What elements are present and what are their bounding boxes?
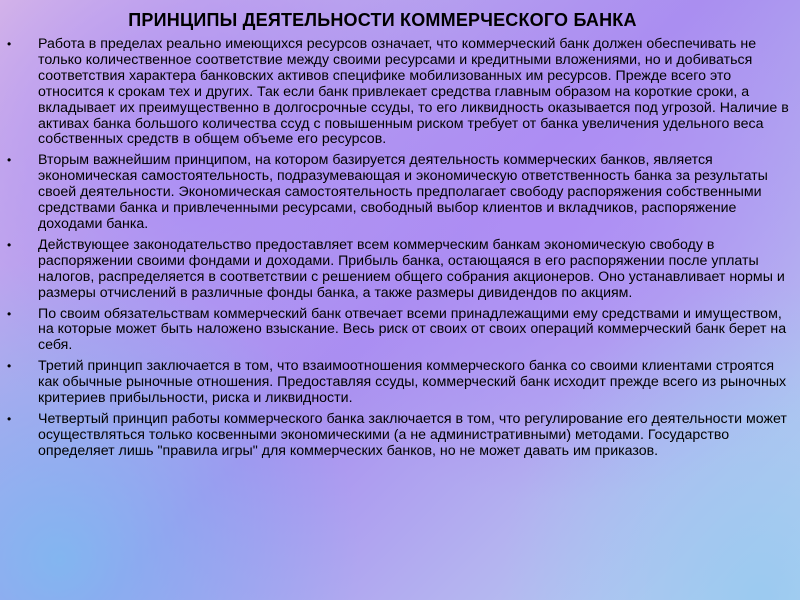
bullet-text: Вторым важнейшим принципом, на котором базируется деятельность коммерческих банков, является экономическая самостоятельность, подразумевающая и экономическую ответственность банка за результаты своей деятельности. Экономическая самостоятельность предполагает свободу распоряжения собственными средствами банка и привлеченными ресурсами, свободный выбор клиентов и вкладчиков, распоряжение доходами банка. bbox=[38, 152, 768, 232]
bullet-text: Третий принцип заключается в том, что взаимоотношения коммерческого банка со своими клиентами строятся как обычные рыночные отношения. Предоставляя ссуды, коммерческий банк исходит прежде всего из рыночных критериев прибыльности, риска и ликвидности. bbox=[38, 358, 787, 407]
bullet-item-1 bbox=[0, 37, 800, 148]
bullet-text: По своим обязательствам коммерческий банк отвечает всеми принадлежащими ему средствами и имуществом, на которые может быть наложено взыскание. Весь риск от своих от своих операций коммерческий банк берет на себя. bbox=[38, 305, 787, 354]
bullet-text: Четвертый принцип работы коммерческого банка заключается в том, что регулирование его деятельности может осуществляться только косвенными экономическими (а не административными) методами. Государство определяет лишь "правила игры" для коммерческих банков, но не может давать им приказов. bbox=[38, 410, 787, 459]
bullet-dot-icon: • bbox=[7, 306, 12, 321]
bullet-list bbox=[0, 37, 800, 465]
bullet-dot-icon: • bbox=[7, 411, 12, 426]
bullet-dot-icon: • bbox=[7, 153, 12, 168]
bullet-text: Действующее законодательство предоставляет всем коммерческим банкам экономическую свободу в распоряжении своими фондами и доходами. Прибыль банка, остающаяся в его распоряжении после уплаты налогов, распределяется в соответствии с решением общего собрания акционеров. Оно устанавливает нормы и размеры отчислений в различные фонды банка, а также размеры дивидендов по акциям. bbox=[38, 236, 785, 301]
bullet-item-4 bbox=[0, 307, 800, 355]
bullet-item-6 bbox=[0, 412, 800, 460]
bullet-item-3 bbox=[0, 238, 800, 302]
slide-title: ПРИНЦИПЫ ДЕЯТЕЛЬНОСТИ КОММЕРЧЕСКОГО БАНКА bbox=[128, 10, 637, 30]
bullet-dot-icon: • bbox=[7, 359, 12, 374]
bullet-text: Работа в пределах реально имеющихся ресурсов означает, что коммерческий банк должен обеспечивать не только количественное соответствие между своими ресурсами и кредитными вложениями, но и добиваться соответствия характера банковских активов специфике мобилизованных им ресурсов. Прежде всего это относится к срокам тех и других. Так если банк привлекает средства главным образом на короткие сроки, а вкладывает их преимущественно в долгосрочные ссуды, то его ликвидность оказывается под угрозой. Наличие в активах банка большого количества ссуд с повышенным риском требует от банка увеличения удельного веса собственных средств в общем объеме его ресурсов. bbox=[38, 36, 789, 148]
bullet-item-2 bbox=[0, 153, 800, 233]
bullet-dot-icon: • bbox=[7, 37, 12, 51]
bullet-item-5 bbox=[0, 359, 800, 407]
bullet-dot-icon: • bbox=[7, 237, 12, 252]
